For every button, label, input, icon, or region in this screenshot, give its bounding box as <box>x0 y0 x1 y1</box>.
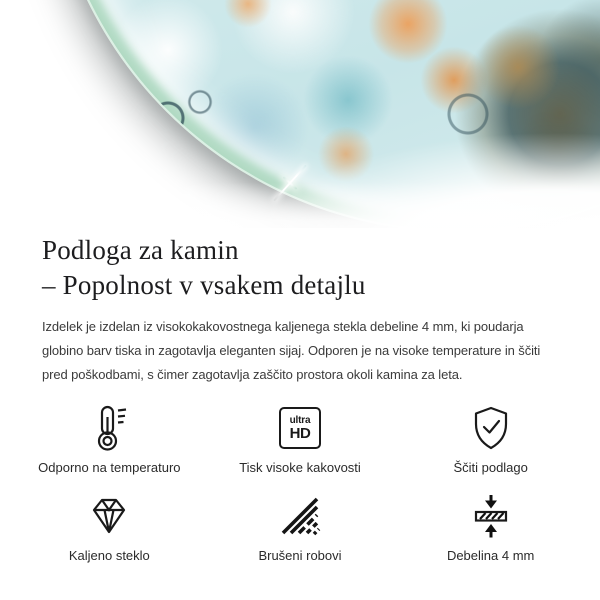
feature-thickness <box>395 491 586 563</box>
feature-tempered-glass <box>14 491 205 563</box>
page-title <box>42 233 558 303</box>
content-section <box>0 233 600 387</box>
beveled-edges-icon <box>278 491 322 541</box>
feature-grid <box>14 403 586 563</box>
page-title-line2: – Popolnost v vsakem detajlu <box>42 270 366 300</box>
feature-label: Ščiti podlago <box>453 460 528 475</box>
ultra-hd-badge <box>279 407 321 449</box>
feature-label: Debelina 4 mm <box>446 548 535 563</box>
ultra-hd-icon <box>279 403 321 453</box>
shield-check-icon <box>469 403 513 453</box>
feature-temperature <box>14 403 205 475</box>
diamond-icon <box>85 491 133 541</box>
feature-polished-edges <box>205 491 396 563</box>
feature-protects <box>395 403 586 475</box>
page-title-line1: Podloga za kamin <box>42 235 239 265</box>
product-description: Izdelek je izdelan iz visokokakovostnega kaljenega stekla debeline 4 mm, ki poudarja globino barv tiska in zagotavlja eleganten sijaj. Odporen je na visoke temperature in ščiti pred poškodbami, s čimer zagotavlja zaščito prostora okoli kamina za leta. <box>42 319 541 382</box>
feature-label: Kaljeno steklo <box>68 548 150 563</box>
feature-label: Brušeni robovi <box>258 548 342 563</box>
product-image-glass-disc <box>46 0 600 228</box>
ultra-hd-text-bottom: HD <box>289 425 311 442</box>
hero-section <box>0 0 600 228</box>
feature-label: Tisk visoke kakovosti <box>239 460 361 475</box>
ultra-hd-text-top: ultra <box>289 415 311 426</box>
thermometer-icon <box>86 403 132 453</box>
thickness-icon <box>469 491 513 541</box>
feature-print-quality <box>205 403 396 475</box>
feature-label: Odporno na temperaturo <box>38 460 181 475</box>
